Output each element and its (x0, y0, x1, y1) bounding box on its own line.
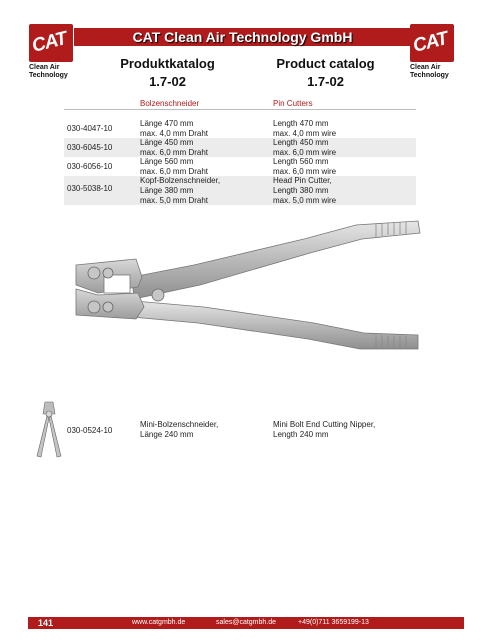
product-row (64, 138, 416, 157)
logo-tagline: Clean Air Technology (29, 64, 68, 79)
website-link[interactable]: www.catgmbh.de (132, 619, 186, 626)
catalog-label-de: Produktkatalog (120, 56, 215, 71)
article-number: 030-6056-10 (67, 162, 113, 171)
description-english: Head Pin Cutter, Length 380 mm max. 5,0 mm wire (273, 176, 337, 205)
description-german: Mini-Bolzenschneider, Länge 240 mm (140, 420, 219, 439)
product-row (64, 157, 416, 176)
page-footer (28, 617, 464, 629)
description-english: Mini Bolt End Cutting Nipper, Length 240 mm (273, 420, 376, 439)
product-row (64, 420, 416, 440)
page-number: 141 (38, 618, 54, 628)
company-logo-right (410, 24, 462, 80)
product-row (64, 119, 416, 138)
logo-mark-text: CAT (410, 28, 450, 57)
description-german: Länge 450 mm max. 6,0 mm Draht (140, 138, 209, 157)
column-header-english: Pin Cutters (273, 99, 313, 108)
logo-suffix: GmbH® (67, 29, 74, 53)
catalog-number: 1.7-02 (149, 74, 186, 89)
article-number: 030-6045-10 (67, 143, 113, 152)
catalog-title-english (268, 55, 383, 90)
company-banner: CAT Clean Air Technology GmbH (74, 28, 411, 46)
logo-mark-text: CAT (29, 28, 69, 57)
mini-bolt-cutter-image (33, 400, 65, 462)
header-divider (64, 109, 416, 110)
catalog-number: 1.7-02 (307, 74, 344, 89)
description-german: Kopf-Bolzenschneider, Länge 380 mm max. 5,0 mm Draht (140, 176, 221, 205)
pin-cutter-image (64, 215, 424, 395)
logo-suffix: GmbH® (448, 29, 455, 53)
description-english: Length 450 mm max. 6,0 mm wire (273, 138, 337, 157)
catalog-label-en: Product catalog (276, 56, 375, 71)
product-row (64, 176, 416, 205)
logo-tagline: Clean Air Technology (410, 64, 449, 79)
column-header-german: Bolzenschneider (140, 99, 200, 108)
article-number: 030-5038-10 (67, 184, 113, 193)
article-number: 030-4047-10 (67, 124, 113, 133)
article-number: 030-0524-10 (67, 426, 113, 435)
description-german: Länge 470 mm max. 4,0 mm Draht (140, 119, 209, 138)
email-link[interactable]: sales@catgmbh.de (216, 619, 277, 626)
cat-logo-mark (410, 24, 454, 62)
cat-logo-mark (29, 24, 73, 62)
phone-number: +49(0)711 3659199-13 (298, 619, 369, 626)
description-german: Länge 560 mm max. 6,0 mm Draht (140, 157, 209, 176)
description-english: Length 560 mm max. 6,0 mm wire (273, 157, 337, 176)
catalog-title-german (110, 55, 225, 90)
description-english: Length 470 mm max. 4,0 mm wire (273, 119, 337, 138)
